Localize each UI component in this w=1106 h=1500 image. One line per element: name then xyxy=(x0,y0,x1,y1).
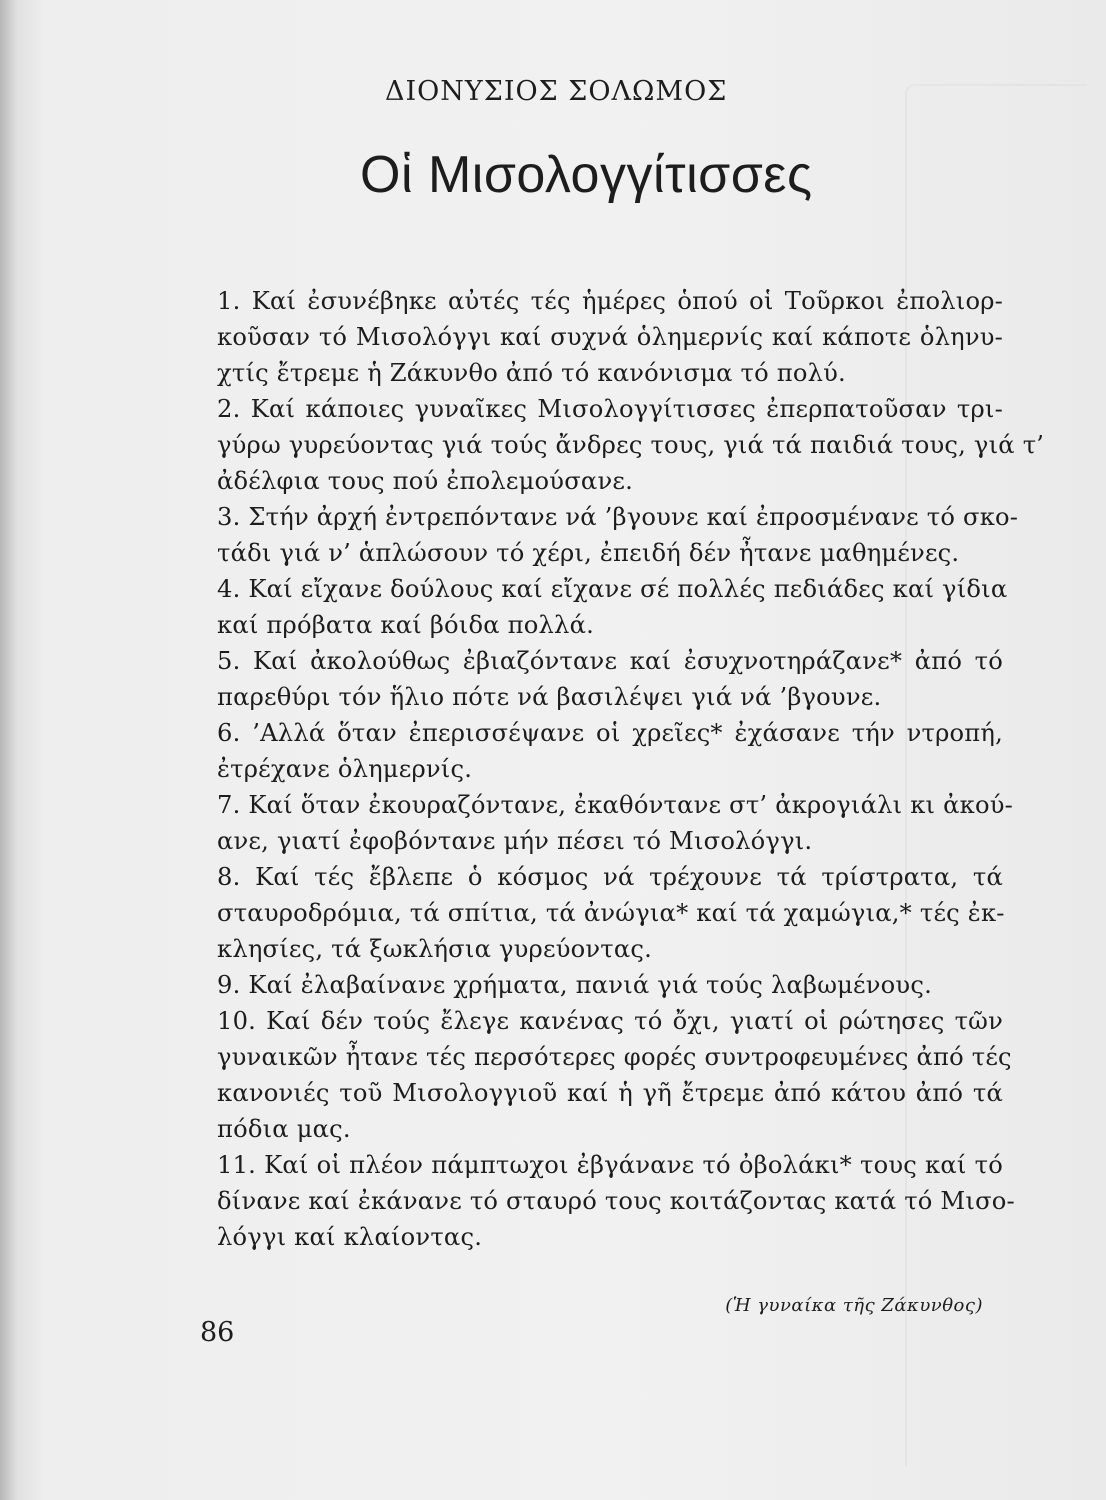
poem-line: 8. Καί τές ἔβλεπε ὁ κόσμος νά τρέχουνε τά τρίστρατα, τά xyxy=(217,863,1003,891)
poem-line: κανονιές τοῦ Μισολογγιοῦ καί ἡ γῆ ἔτρεμε ἀπό κάτου ἀπό τά xyxy=(217,1079,1003,1107)
poem-title: Οἱ Μισολογγίτισσες xyxy=(360,146,813,204)
source-note: (Ἡ γυναίκα τῆς Ζάκυνθος) xyxy=(725,1295,983,1316)
poem-line: 4. Καί εἴχανε δούλους καί εἴχανε σέ πολλές πεδιάδες καί γίδια xyxy=(217,575,1008,603)
poem-line: 1. Καί ἐσυνέβηκε αὐτές τές ἡμέρες ὁπού οἱ Τοῦρκοι ἐπολιορ- xyxy=(217,287,1003,315)
poem-line: χτίς ἔτρεμε ἡ Ζάκυνθο ἀπό τό κανόνισμα τό πολύ. xyxy=(217,359,846,387)
page-number: 86 xyxy=(200,1317,235,1348)
poem-line: 5. Καί ἀκολούθως ἐβιαζόντανε καί ἐσυχνοτηράζανε* ἀπό τό xyxy=(217,647,1003,675)
author-name: ΔΙΟΝΥΣΙΟΣ ΣΟΛΩΜΟΣ xyxy=(385,76,728,107)
poem-line: 6. ’Αλλά ὅταν ἐπερισσέψανε οἱ χρεῖες* ἐχάσανε τήν ντροπή, xyxy=(217,719,1003,747)
poem-line: σταυροδρόμια, τά σπίτια, τά ἀνώγια* καί τά χαμώγια,* τές ἐκ- xyxy=(217,899,1005,927)
poem-line: 3. Στήν ἀρχή ἐντρεπόντανε νά ’βγουνε καί ἐπροσμένανε τό σκο- xyxy=(217,503,1019,531)
poem-line: δίνανε καί ἐκάνανε τό σταυρό τους κοιτάζοντας κατά τό Μισο- xyxy=(217,1187,1015,1215)
poem-line: 7. Καί ὅταν ἐκουραζόντανε, ἐκαθόντανε στ’ ἀκρογιάλι κι ἀκού- xyxy=(217,791,1013,819)
poem-line: λόγγι καί κλαίοντας. xyxy=(217,1223,483,1251)
poem-line: ανε, γιατί ἐφοβόντανε μήν πέσει τό Μισολόγγι. xyxy=(217,827,813,855)
poem-line: παρεθύρι τόν ἥλιο πότε νά βασιλέψει γιά νά ’βγουνε. xyxy=(217,683,882,711)
poem-line: κλησίες, τά ξωκλήσια γυρεύοντας. xyxy=(217,935,653,963)
spine-shadow xyxy=(0,0,18,1500)
poem-line: ἐτρέχανε ὁλημερνίς. xyxy=(217,755,473,783)
poem-line: 11. Καί οἱ πλέον πάμπτωχοι ἐβγάνανε τό ὀβολάκι* τους καί τό xyxy=(217,1151,1003,1179)
poem-line: γύρω γυρεύοντας γιά τούς ἄνδρες τους, γιά τά παιδιά τους, γιά τ’ xyxy=(217,431,1045,459)
poem-line: καί πρόβατα καί βόιδα πολλά. xyxy=(217,611,594,639)
poem-line: πόδια μας. xyxy=(217,1115,351,1143)
poem-body xyxy=(217,283,1045,1255)
poem-line: ἀδέλφια τους πού ἐπολεμούσανε. xyxy=(217,467,633,495)
poem-line: γυναικῶν ἦτανε τές περσότερες φορές συντροφευμένες ἀπό τές xyxy=(217,1043,1012,1071)
poem-line: 10. Καί δέν τούς ἔλεγε κανένας τό ὄχι, γιατί οἱ ρώτησες τῶν xyxy=(217,1007,1003,1035)
poem-line: 9. Καί ἐλαβαίνανε χρήματα, πανιά γιά τούς λαβωμένους. xyxy=(217,971,932,999)
poem-line: 2. Καί κάποιες γυναῖκες Μισολογγίτισσες ἐπερπατοῦσαν τρι- xyxy=(217,395,1003,423)
poem-line: κοῦσαν τό Μισολόγγι καί συχνά ὁλημερνίς καί κάποτε ὁληνυ- xyxy=(217,323,1003,351)
poem-line: τάδι γιά ν’ ἁπλώσουν τό χέρι, ἐπειδή δέν ἦτανε μαθημένες. xyxy=(217,539,960,567)
